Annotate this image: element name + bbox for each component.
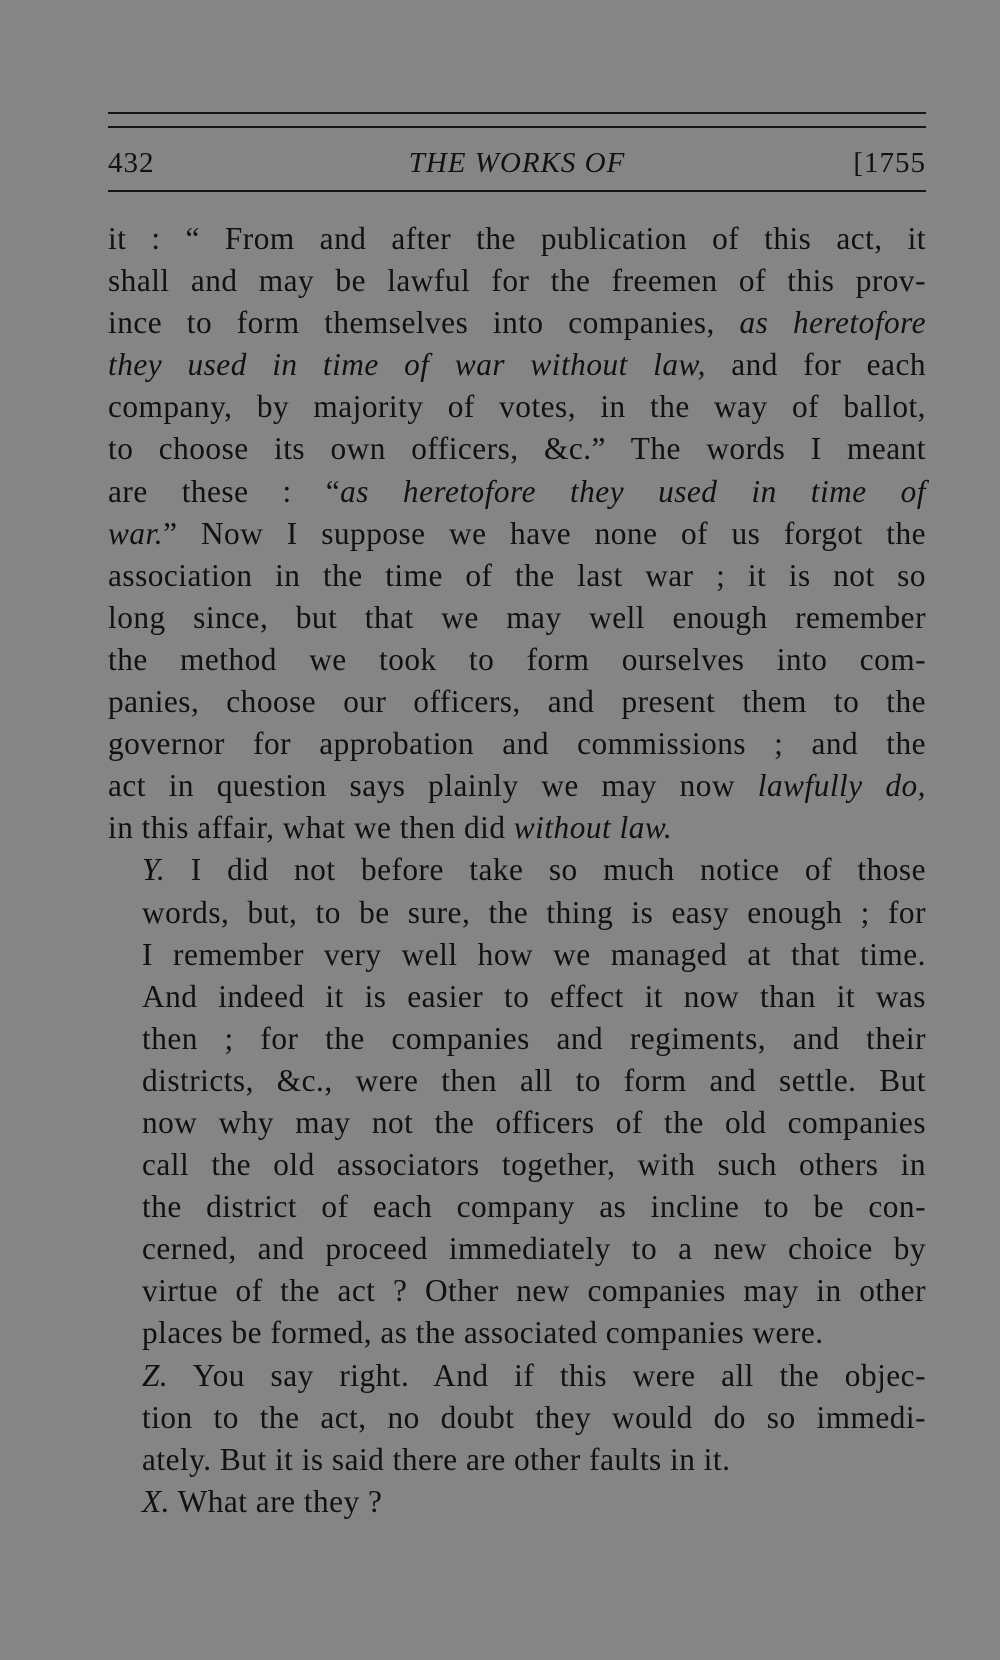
text-run: ince to form themselves into companies,	[108, 305, 740, 341]
running-header	[108, 128, 926, 190]
text-line	[108, 344, 926, 386]
text-run: and for each	[705, 347, 926, 383]
text-line	[108, 1312, 926, 1354]
text-run: act in question says plainly we may now	[108, 768, 758, 804]
italic-run: they used in time of war without law,	[108, 347, 706, 383]
italic-run: Z.	[142, 1357, 169, 1393]
text-line	[108, 302, 926, 344]
text-run: in this affair, what we then did	[108, 810, 514, 846]
text-run: You say right. And if this were all the objec-	[168, 1357, 926, 1393]
text-run: I remember very well how we managed at that time.	[142, 936, 926, 972]
paragraph	[108, 1481, 926, 1523]
text-line	[108, 807, 926, 849]
text-run: to choose its own officers, &c.” The words I meant	[108, 431, 926, 467]
text-line	[108, 1144, 926, 1186]
text-run: ately. But it is said there are other faults in it.	[142, 1441, 731, 1477]
text-run: What are they ?	[169, 1483, 383, 1519]
text-run: the method we took to form ourselves into com-	[108, 641, 926, 677]
text-run: virtue of the act ? Other new companies may in other	[142, 1273, 926, 1309]
text-line	[108, 1060, 926, 1102]
text-run: shall and may be lawful for the freemen of this prov-	[108, 263, 926, 299]
text-run: the district of each company as incline to be con-	[142, 1189, 926, 1225]
text-line	[108, 1439, 926, 1481]
text-line	[108, 765, 926, 807]
text-run: I did not before take so much notice of those	[165, 852, 926, 888]
text-line	[108, 639, 926, 681]
paragraph	[108, 1355, 926, 1481]
page-number: 432	[108, 147, 155, 179]
text-run: long since, but that we may well enough remember	[108, 599, 926, 635]
book-page	[108, 112, 926, 1523]
text-line	[108, 1397, 926, 1439]
text-run: words, but, to be sure, the thing is easy enough ; for	[142, 894, 926, 930]
text-run: districts, &c., were then all to form and settle. But	[142, 1062, 926, 1098]
text-line	[108, 681, 926, 723]
text-run: call the old associators together, with such others in	[142, 1147, 926, 1183]
header-rule	[108, 190, 926, 192]
text-line	[108, 1355, 926, 1397]
text-run: cerned, and proceed immediately to a new choice by	[142, 1231, 926, 1267]
text-run: association in the time of the last war ; it is not so	[108, 557, 926, 593]
italic-run: X.	[142, 1483, 170, 1519]
text-run: now why may not the officers of the old companies	[142, 1104, 926, 1140]
text-line	[108, 1481, 926, 1523]
text-line	[108, 597, 926, 639]
italic-run: Y.	[142, 852, 166, 888]
text-line	[108, 934, 926, 976]
text-line	[108, 1186, 926, 1228]
text-line	[108, 976, 926, 1018]
body-text	[108, 218, 926, 1523]
text-line	[108, 723, 926, 765]
italic-run: without law.	[513, 810, 673, 846]
text-line	[108, 513, 926, 555]
header-double-rule-top	[108, 112, 926, 114]
text-run: are these : “	[108, 473, 341, 509]
text-run: ” Now I suppose we have none of us forgot the	[163, 515, 926, 551]
text-line	[108, 428, 926, 470]
text-line	[108, 386, 926, 428]
text-line	[108, 892, 926, 934]
text-run: places be formed, as the associated companies were.	[142, 1315, 824, 1351]
text-run: company, by majority of votes, in the way of ballot,	[108, 389, 926, 425]
running-title: THE WORKS OF	[408, 147, 626, 179]
text-run: And indeed it is easier to effect it now than it was	[142, 978, 926, 1014]
text-line	[108, 1270, 926, 1312]
text-line	[108, 849, 926, 891]
text-run: governor for approbation and commissions ; and the	[108, 726, 926, 762]
text-line	[108, 260, 926, 302]
paragraph	[108, 849, 926, 1354]
text-line	[108, 555, 926, 597]
text-run: panies, choose our officers, and present them to the	[108, 684, 926, 720]
text-line	[108, 1102, 926, 1144]
text-run: it : “ From and after the publication of this act, it	[108, 221, 926, 256]
text-line	[108, 1228, 926, 1270]
text-run: tion to the act, no doubt they would do so immedi-	[142, 1399, 926, 1435]
italic-run: as heretofore they used in time of	[340, 473, 926, 509]
text-line	[108, 218, 926, 260]
italic-run: war.	[108, 515, 164, 551]
text-line	[108, 471, 926, 513]
header-year: [1755	[853, 147, 926, 179]
italic-run: lawfully do,	[757, 768, 926, 804]
text-line	[108, 1018, 926, 1060]
text-run: then ; for the companies and regiments, and their	[142, 1020, 926, 1056]
italic-run: as heretofore	[739, 305, 927, 341]
paragraph	[108, 218, 926, 849]
